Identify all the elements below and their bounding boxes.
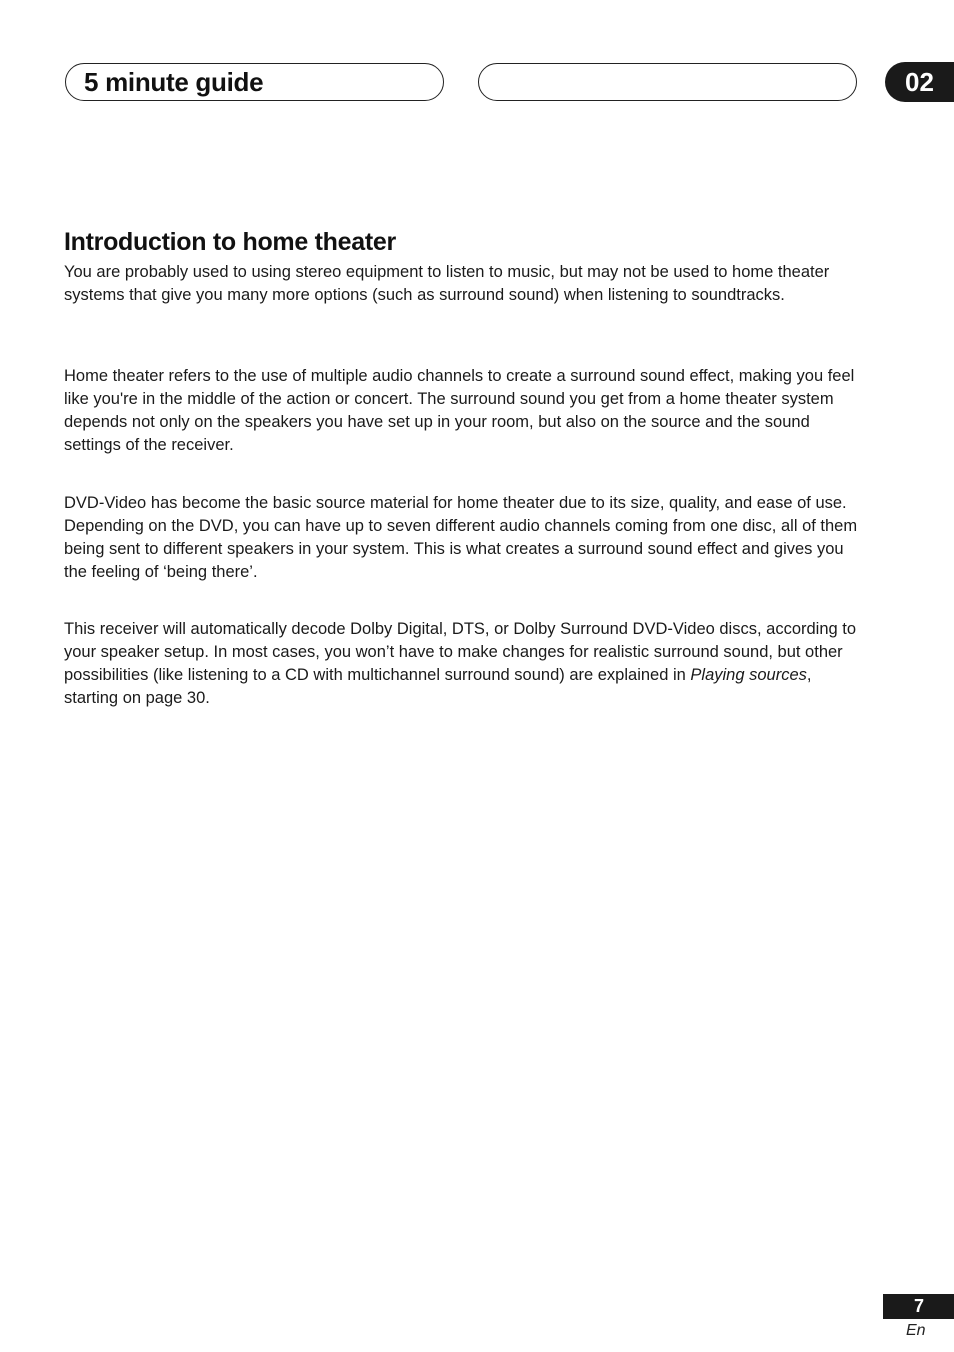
header-empty-pill [478,63,857,101]
language-code: En [906,1322,926,1339]
page-number: 7 [914,1296,925,1316]
paragraph-text: This receiver will automatically decode Dolby Digital, DTS, or Dolby Surround DVD-Video discs, according to your speaker setup. In most cases, you won’t have to make changes for realistic surround sound, but other possibilities (like listening to a CD with multichannel surround sound) are explained in [64,620,857,684]
paragraph [64,618,864,710]
paragraph: DVD-Video has become the basic source material for home theater due to its size, quality, and ease of use. Depending on the DVD, you can have up to seven different audio channels coming from one disc, all of them being sent to different speakers in your system. This is what creates a surround sound effect and gives you the feeling of ‘being there’. [64,494,858,581]
header-title-pill [65,63,444,101]
chapter-title: 5 minute guide [84,67,264,97]
chapter-number: 02 [905,67,934,97]
paragraph: Home theater refers to the use of multiple audio channels to create a surround sound effect, making you feel like you're in the middle of the action or concert. The surround sound you get from a home theater system depends not only on the speakers you have set up in your room, but also on the source and the sound settings of the receiver. [64,367,855,454]
chapter-tab [885,62,954,102]
section-heading: Introduction to home theater [64,228,396,256]
paragraph-text: , starting on page 30. [64,666,812,707]
page-number-tab [883,1294,954,1319]
cross-reference-title: Playing sources [690,666,807,684]
paragraph: You are probably used to using stereo equipment to listen to music, but may not be used to home theater systems that give you many more options (such as surround sound) when listening to soundtracks. [64,263,830,304]
